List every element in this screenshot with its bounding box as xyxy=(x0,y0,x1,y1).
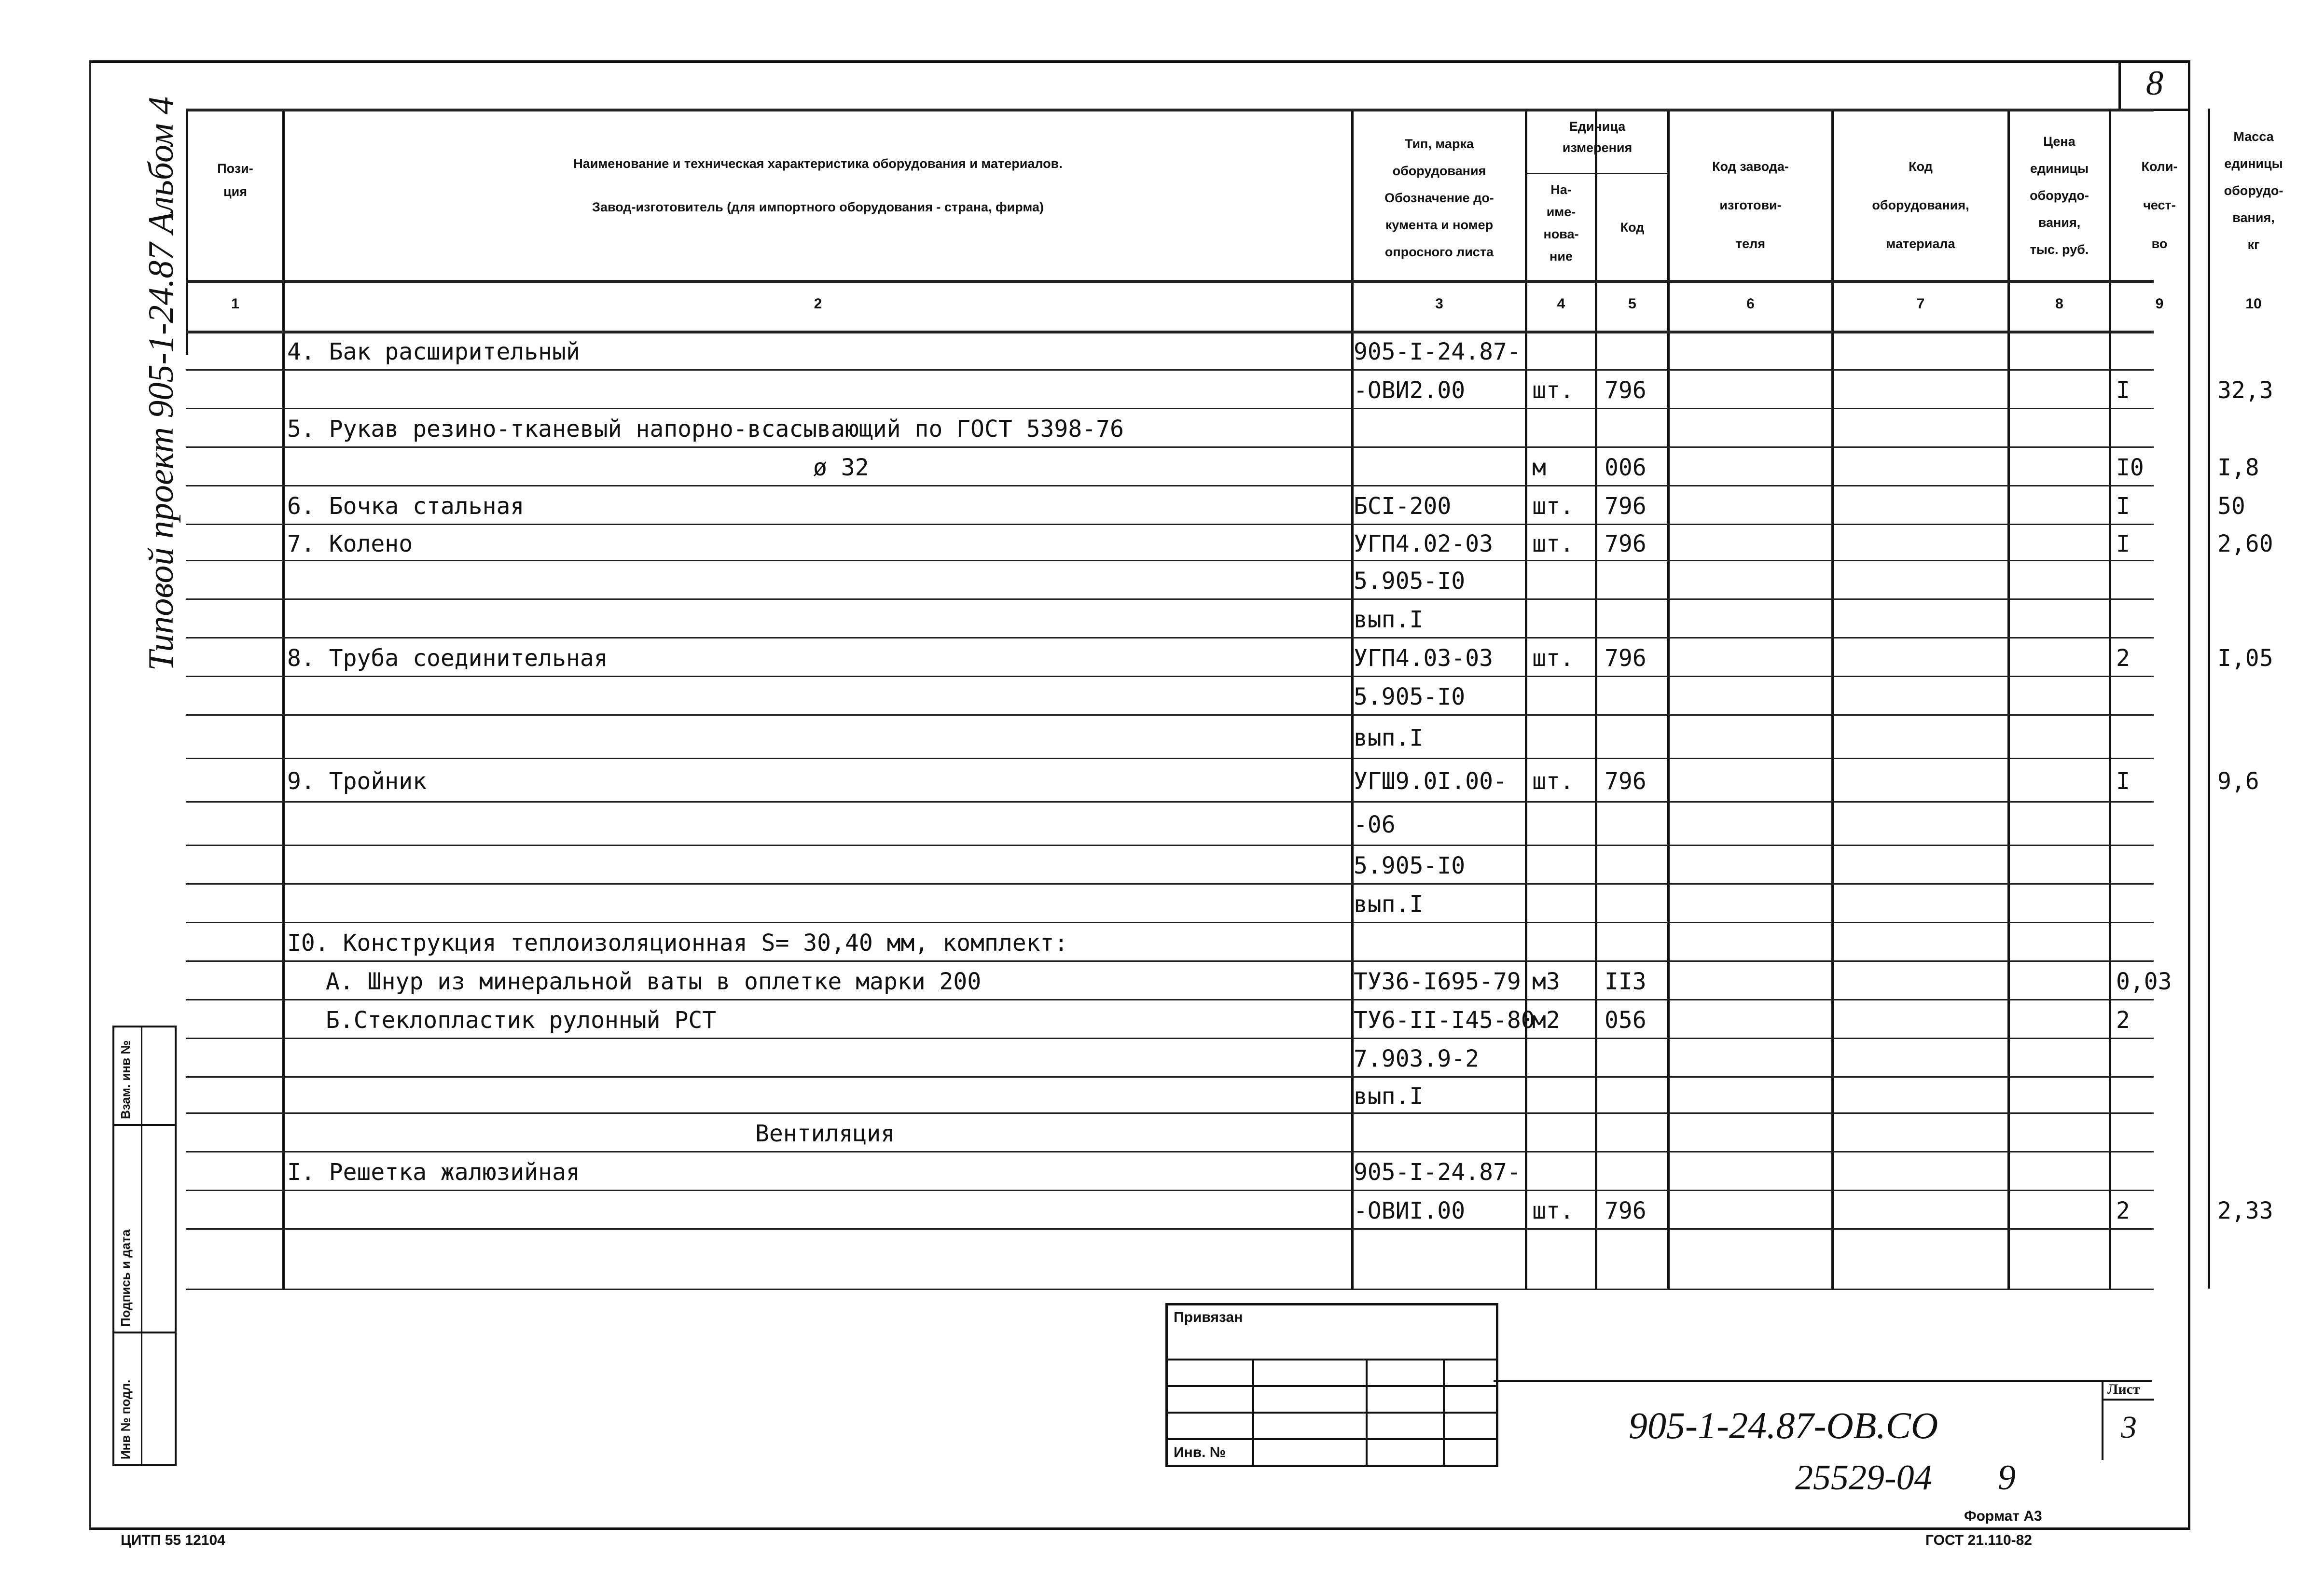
cell-mass: 2,60 xyxy=(2217,530,2273,557)
cell-name: А. Шнур из минеральной ваты в оплетке марки 200 xyxy=(326,968,982,995)
cell-qty: I xyxy=(2116,377,2130,404)
cell-unit: м xyxy=(1532,454,1546,481)
table-border xyxy=(186,109,188,355)
header-name-line2: Завод-изготовитель (для импортного оборудования - страна, фирма) xyxy=(592,200,1044,214)
archive-suffix: 9 xyxy=(1998,1458,2016,1498)
cell-unit: шт. xyxy=(1532,645,1574,672)
column-number: 1 xyxy=(231,296,239,312)
album-margin-label: Типовой проект 905-1-24.87 Альбом 4 xyxy=(141,96,181,671)
cell-name: ø 32 xyxy=(813,454,869,481)
sheet-label: Лист xyxy=(2107,1381,2140,1397)
unit-subheader-line xyxy=(1525,173,1667,174)
cell-doc: вып.I xyxy=(1354,891,1424,918)
row-line xyxy=(186,883,2154,885)
cell-doc: -06 xyxy=(1354,811,1396,838)
cell-code: 796 xyxy=(1605,1197,1647,1224)
row-line xyxy=(186,446,2154,448)
cell-code: 796 xyxy=(1605,530,1647,557)
cell-name: 7. Колено xyxy=(287,530,413,557)
header-unit-name: На- име- нова- ние xyxy=(1543,182,1579,264)
header-unit-group: Единица измерения xyxy=(1562,119,1633,155)
row-line xyxy=(186,369,2154,371)
cell-mass: 50 xyxy=(2217,493,2245,520)
cell-doc: вып.I xyxy=(1354,606,1424,633)
row-line xyxy=(186,560,2154,561)
cell-name: 6. Бочка стальная xyxy=(287,493,525,520)
binding-divider xyxy=(1366,1359,1368,1465)
cell-unit: шт. xyxy=(1532,493,1574,520)
cell-mass: 2,33 xyxy=(2217,1197,2273,1224)
footer-right: ГОСТ 21.110-82 xyxy=(1925,1532,2032,1548)
column-divider xyxy=(2109,109,2111,1289)
row-line xyxy=(186,999,2154,1000)
cell-name: 9. Тройник xyxy=(287,768,427,795)
column-number: 2 xyxy=(814,296,822,312)
row-line xyxy=(186,1151,2154,1152)
stamp-divider xyxy=(141,1027,142,1464)
cell-doc: вып.I xyxy=(1354,1083,1424,1110)
cell-qty: I xyxy=(2116,493,2130,520)
header-mass: Масса единицы оборудо- вания, кг xyxy=(2224,129,2283,252)
cell-qty: 2 xyxy=(2116,1197,2130,1224)
cell-name: 4. Бак расширительный xyxy=(287,338,580,365)
cell-unit: шт. xyxy=(1532,377,1574,404)
cell-name: 8. Труба соединительная xyxy=(287,645,608,672)
cell-doc: УГШ9.0I.00- xyxy=(1354,768,1507,795)
format-label: Формат А3 xyxy=(1964,1508,2042,1524)
cell-doc: 5.905-I0 xyxy=(1354,568,1466,595)
stamp-sign-date: Подпись и дата xyxy=(118,1229,133,1327)
cell-code: 006 xyxy=(1605,454,1647,481)
cell-qty: 0,03 xyxy=(2116,968,2172,995)
cell-qty: I xyxy=(2116,530,2130,557)
cell-qty: I xyxy=(2116,768,2130,795)
binding-divider xyxy=(1443,1359,1445,1465)
cell-doc: ТУ6-II-I45-80 xyxy=(1354,1007,1535,1034)
sheet-corner-box xyxy=(2118,60,2188,111)
row-line xyxy=(186,485,2154,486)
cell-name: I0. Конструкция теплоизоляционная S= 30,40 мм, комплект: xyxy=(287,930,1068,957)
row-line xyxy=(186,845,2154,846)
header-name-line1: Наименование и техническая характеристика оборудования и материалов. xyxy=(573,156,1063,171)
table-top xyxy=(186,109,2154,111)
column-number: 5 xyxy=(1628,296,1636,312)
margin-stamp xyxy=(112,1026,177,1466)
cell-unit: м2 xyxy=(1532,1007,1560,1034)
cell-qty: 2 xyxy=(2116,1007,2130,1034)
cell-mass: I,8 xyxy=(2217,454,2259,481)
header-price: Цена единицы оборудо- вания, тыс. руб. xyxy=(2030,134,2089,257)
binding-line xyxy=(1168,1359,1496,1360)
row-line xyxy=(186,637,2154,638)
header-equipment-code: Код оборудования, материала xyxy=(1872,159,1969,251)
cell-doc: 5.905-I0 xyxy=(1354,852,1466,879)
cell-doc: 905-I-24.87- xyxy=(1354,1159,1521,1186)
row-line xyxy=(186,922,2154,923)
column-number: 9 xyxy=(2155,296,2164,312)
cell-qty: I0 xyxy=(2116,454,2144,481)
stamp-line xyxy=(114,1332,175,1333)
header-position: Пози- ция xyxy=(217,161,253,199)
cell-doc: 905-I-24.87- xyxy=(1354,338,1521,365)
row-line xyxy=(186,801,2154,803)
column-divider xyxy=(1667,109,1670,1289)
cell-doc: -ОВИI.00 xyxy=(1354,1197,1466,1224)
column-divider xyxy=(1831,109,1834,1289)
stamp-line xyxy=(114,1124,175,1126)
cell-code: 796 xyxy=(1605,493,1647,520)
row-line xyxy=(186,408,2154,409)
row-line xyxy=(186,1228,2154,1230)
column-divider xyxy=(2007,109,2010,1289)
cell-doc: УГП4.02-03 xyxy=(1354,530,1493,557)
column-divider xyxy=(2208,109,2210,1289)
cell-doc: ТУ36-I695-79 xyxy=(1354,968,1521,995)
cell-code: 796 xyxy=(1605,645,1647,672)
cell-mass: 32,3 xyxy=(2217,377,2273,404)
cell-doc: БСI-200 xyxy=(1354,493,1452,520)
header-unit-code: Код xyxy=(1620,220,1645,235)
binding-line xyxy=(1168,1438,1496,1440)
stamp-inv-original: Инв № подл. xyxy=(118,1379,133,1459)
cell-doc: УГП4.03-03 xyxy=(1354,645,1493,672)
cell-name: 5. Рукав резино-тканевый напорно-всасывающий по ГОСТ 5398-76 xyxy=(287,416,1124,443)
cell-name: I. Решетка жалюзийная xyxy=(287,1159,580,1186)
column-number: 4 xyxy=(1557,296,1565,312)
cell-unit: шт. xyxy=(1532,530,1574,557)
row-line xyxy=(186,1038,2154,1039)
footer-left: ЦИТП 55 12104 xyxy=(121,1532,225,1548)
row-line xyxy=(186,1112,2154,1114)
cell-mass: I,05 xyxy=(2217,645,2273,672)
cell-name: Вентиляция xyxy=(755,1120,895,1147)
header-bottom xyxy=(186,280,2154,283)
stamp-inv-replace: Взам. инв № xyxy=(118,1040,133,1119)
binding-line xyxy=(1168,1385,1496,1387)
cell-code: 796 xyxy=(1605,768,1647,795)
binding-attached-label: Привязан xyxy=(1174,1309,1243,1325)
cell-mass: 9,6 xyxy=(2217,768,2259,795)
row-line xyxy=(186,1076,2154,1078)
column-divider xyxy=(1595,109,1597,1289)
row-line xyxy=(186,676,2154,677)
binding-box xyxy=(1165,1303,1498,1467)
column-divider xyxy=(282,109,285,1289)
binding-inv-label: Инв. № xyxy=(1174,1444,1226,1460)
row-line xyxy=(186,1190,2154,1191)
cell-doc: 5.905-I0 xyxy=(1354,683,1466,710)
binding-divider xyxy=(1252,1359,1254,1465)
cell-code: 056 xyxy=(1605,1007,1647,1034)
cell-unit: шт. xyxy=(1532,768,1574,795)
title-block xyxy=(1494,1380,2152,1462)
column-number: 10 xyxy=(2245,296,2262,312)
column-number: 3 xyxy=(1435,296,1443,312)
sheet-number: 3 xyxy=(2121,1410,2137,1445)
cell-doc: вып.I xyxy=(1354,724,1424,751)
row-line xyxy=(186,1289,2154,1290)
row-line xyxy=(186,714,2154,716)
header-type: Тип, марка оборудования Обозначение до- кумента и номер опросного листа xyxy=(1384,137,1494,259)
archive-number: 25529-04 xyxy=(1795,1458,1932,1498)
cell-doc: 7.903.9-2 xyxy=(1354,1045,1480,1072)
cell-unit: м3 xyxy=(1532,968,1560,995)
cell-qty: 2 xyxy=(2116,645,2130,672)
spec-table xyxy=(186,109,2283,1289)
binding-line xyxy=(1168,1412,1496,1414)
column-divider xyxy=(1525,109,1527,1289)
cell-name: Б.Стеклопластик рулонный РСТ xyxy=(326,1007,717,1034)
cell-unit: шт. xyxy=(1532,1197,1574,1224)
header-quantity: Коли- чест- во xyxy=(2141,159,2178,251)
header-maker-code: Код завода- изготови- теля xyxy=(1712,159,1789,251)
row-line xyxy=(186,598,2154,600)
row-line xyxy=(186,524,2154,525)
cell-code: II3 xyxy=(1605,968,1647,995)
row-line xyxy=(186,758,2154,759)
column-numbers-bottom xyxy=(186,331,2154,333)
column-number: 6 xyxy=(1746,296,1755,312)
cell-code: 796 xyxy=(1605,377,1647,404)
column-number: 8 xyxy=(2055,296,2063,312)
row-line xyxy=(186,960,2154,962)
document-code: 905-1-24.87-ОВ.СО xyxy=(1629,1404,1938,1446)
cell-doc: -ОВИ2.00 xyxy=(1354,377,1466,404)
sheet-box-line xyxy=(2103,1399,2154,1401)
column-number: 7 xyxy=(1916,296,1925,312)
sheet-corner-number: 8 xyxy=(2146,64,2163,102)
sheet-number-box xyxy=(2102,1380,2154,1460)
